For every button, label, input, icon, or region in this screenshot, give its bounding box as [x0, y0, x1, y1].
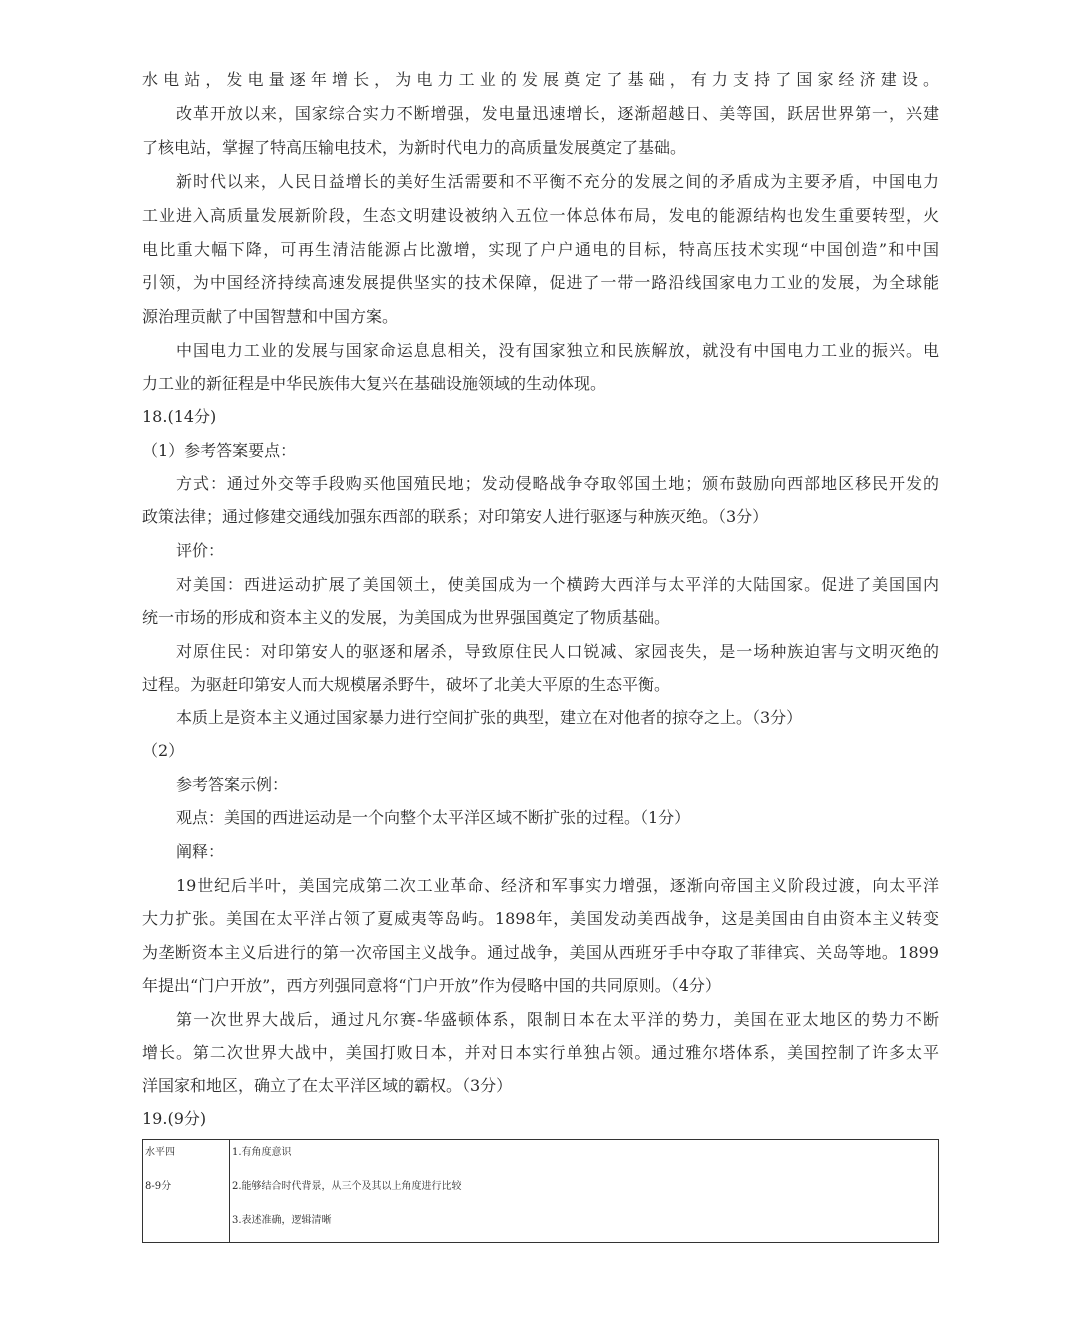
criterion-item: 2.能够结合时代背景，从三个及其以上角度进行比较: [232, 1181, 462, 1192]
text-line: 改革开放以来，国家综合实力不断增强，发电量迅速增长，逐渐超越日、美等国，跃居世界第一，兴建: [176, 104, 939, 123]
level-score: 8-9分: [145, 1181, 172, 1192]
question-heading: 19.(9分): [142, 1109, 207, 1128]
scoring-table: [142, 1139, 939, 1243]
text-line: 为垄断资本主义后进行的第一次帝国主义战争。通过战争，美国从西班牙手中夺取了菲律宾、关岛等地。1899: [142, 943, 939, 962]
text-line: 统一市场的形成和资本主义的发展，为美国成为世界强国奠定了物质基础。: [142, 608, 671, 627]
sub-question-label: （2）: [142, 741, 185, 760]
text-line: 观点：美国的西进运动是一个向整个太平洋区域不断扩张的过程。（1分）: [176, 808, 691, 827]
text-line: 引领，为中国经济持续高速发展提供坚实的技术保障，促进了一带一路沿线国家电力工业的发展，为全球能: [142, 273, 939, 292]
text-line: 过程。为驱赶印第安人而大规模屠杀野牛，破坏了北美大平原的生态平衡。: [142, 675, 671, 694]
text-line: 第一次世界大战后，通过凡尔赛-华盛顿体系，限制日本在太平洋的势力，美国在亚太地区的势力不断: [176, 1010, 939, 1029]
table-row: [143, 1140, 939, 1243]
text-line: 增长。第二次世界大战中，美国打败日本，并对日本实行单独占领。通过雅尔塔体系，美国控制了许多太平: [142, 1043, 939, 1062]
text-line: 对原住民：对印第安人的驱逐和屠杀，导致原住民人口锐减、家园丧失，是一场种族迫害与文明灭绝的: [176, 642, 939, 661]
text-line: 工业进入高质量发展新阶段，生态文明建设被纳入五位一体总体布局，发电的能源结构也发生重要转型，火: [142, 206, 939, 225]
text-line: 19世纪后半叶，美国完成第二次工业革命、经济和军事实力增强，逐渐向帝国主义阶段过渡，向太平洋: [176, 876, 939, 895]
text-line: 大力扩张。美国在太平洋占领了夏威夷等岛屿。1898年，美国发动美西战争，这是美国由自由资本主义转变: [142, 909, 939, 928]
text-line: 参考答案示例：: [176, 775, 289, 794]
text-line: 了核电站，掌握了特高压输电技术，为新时代电力的高质量发展奠定了基础。: [142, 138, 687, 157]
text-line: 水电站，发电量逐年增长，为电力工业的发展奠定了基础，有力支持了国家经济建设。: [142, 70, 939, 89]
text-line: 洋国家和地区，确立了在太平洋区域的霸权。（3分）: [142, 1076, 513, 1095]
question-heading: 18.(14分): [142, 407, 217, 426]
text-line: 政策法律；通过修建交通线加强东西部的联系；对印第安人进行驱逐与种族灭绝。（3分）: [142, 507, 769, 526]
criteria-cell: [230, 1140, 939, 1243]
text-line: 年提出“门户开放”，西方列强同意将“门户开放”作为侵略中国的共同原则。（4分）: [142, 976, 721, 995]
text-line: 评价：: [176, 541, 225, 560]
sub-question-label: （1）参考答案要点：: [142, 441, 297, 460]
criterion-item: 3.表述准确，逻辑清晰: [232, 1215, 332, 1226]
level-cell: [143, 1140, 230, 1243]
text-line: 对美国：西进运动扩展了美国领土，使美国成为一个横跨大西洋与太平洋的大陆国家。促进了美国国内: [176, 575, 939, 594]
criterion-item: 1.有角度意识: [232, 1147, 292, 1158]
text-line: 源治理贡献了中国智慧和中国方案。: [142, 307, 399, 326]
text-line: 本质上是资本主义通过国家暴力进行空间扩张的典型，建立在对他者的掠夺之上。（3分）: [176, 708, 803, 727]
level-name: 水平四: [145, 1147, 175, 1158]
text-line: 力工业的新征程是中华民族伟大复兴在基础设施领域的生动体现。: [142, 374, 607, 393]
text-line: 电比重大幅下降，可再生清洁能源占比激增，实现了户户通电的目标，特高压技术实现“中国创造”和中国: [142, 240, 939, 259]
text-line: 新时代以来，人民日益增长的美好生活需要和不平衡不充分的发展之间的矛盾成为主要矛盾，中国电力: [176, 172, 939, 191]
text-line: 方式：通过外交等手段购买他国殖民地；发动侵略战争夺取邻国土地；颁布鼓励向西部地区移民开发的: [176, 474, 939, 493]
text-line: 阐释：: [176, 842, 225, 861]
text-line: 中国电力工业的发展与国家命运息息相关，没有国家独立和民族解放，就没有中国电力工业的振兴。电: [176, 341, 939, 360]
